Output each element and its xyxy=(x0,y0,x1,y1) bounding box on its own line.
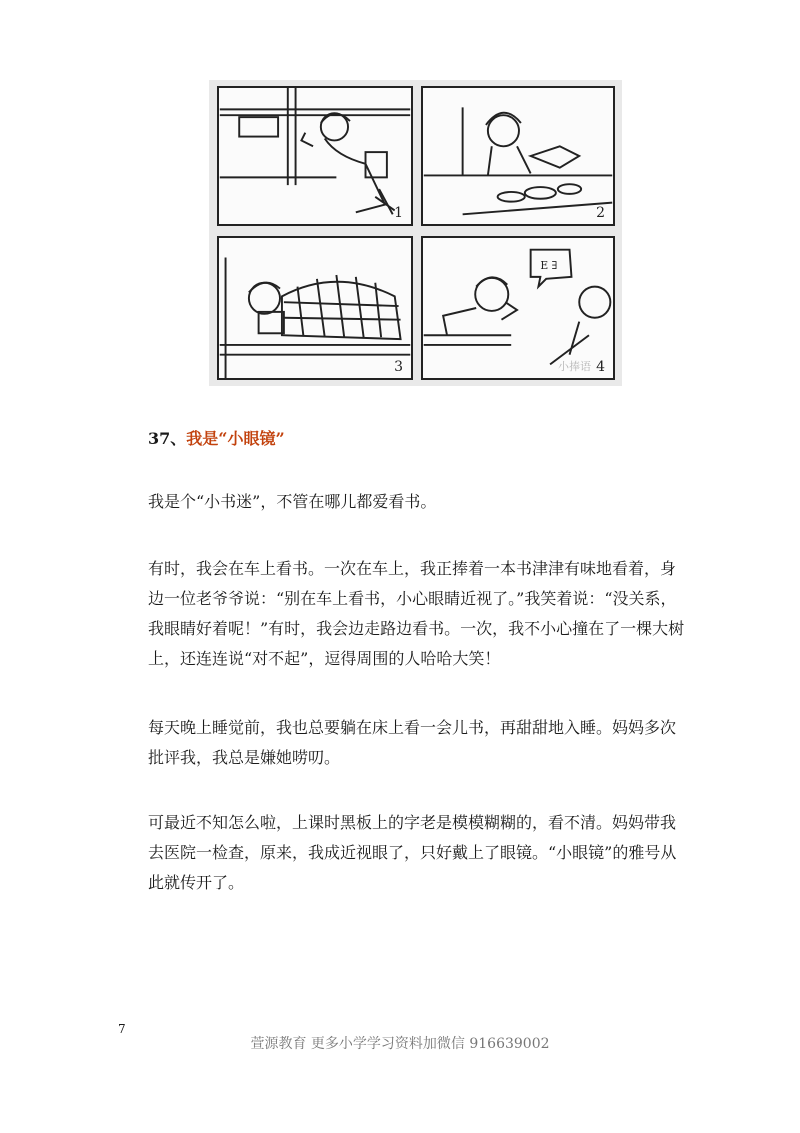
panel-number: 1 xyxy=(394,205,403,221)
essay-paragraph: 我是个“小书迷”，不管在哪儿都爱看书。 xyxy=(148,492,437,511)
page-number: 7 xyxy=(118,1022,126,1036)
panel-number: 2 xyxy=(596,205,605,221)
essay-title xyxy=(148,426,285,449)
essay-number: 37、 xyxy=(148,429,187,448)
bus-reading-illustration xyxy=(219,88,411,224)
essay-paragraph: 可最近不知怎么啦，上课时黑板上的字老是模模糊糊的，看不清。妈妈带我去医院一检查，原来，我成近视眼了，只好戴上了眼镜。“小眼镜”的雅号从此就传开了。 xyxy=(148,813,677,892)
squinting-illustration xyxy=(423,238,613,378)
watermark: 小捧语 xyxy=(558,360,591,373)
essay-title-text: 我是“小眼镜” xyxy=(186,429,285,448)
essay-paragraph: 每天晚上睡觉前，我也总要躺在床上看一会儿书，再甜甜地入睡。妈妈多次批评我，我总是嫌她唠叨。 xyxy=(148,718,677,767)
comic-panel-3 xyxy=(217,236,413,380)
comic-panel-2 xyxy=(421,86,615,226)
comic-panel-1 xyxy=(217,86,413,226)
table-reading-illustration xyxy=(423,88,613,224)
panel-number: 3 xyxy=(394,359,403,375)
bed-reading-illustration xyxy=(219,238,411,378)
comic-panel-4 xyxy=(421,236,615,380)
comic-strip xyxy=(209,80,622,386)
footer-text: 萱源教育 更多小学学习资料加微信 916639002 xyxy=(250,1036,550,1052)
essay-paragraph: 有时，我会在车上看书。一次在车上，我正捧着一本书津津有味地看着，身边一位老爷爷说：“别在车上看书，小心眼睛近视了。”我笑着说：“没关系，我眼睛好着呢！”有时，我会边走路边看书。一次，我不小心撞在了一棵大树上，还连连说“对不起”，逗得周围的人哈哈大笑！ xyxy=(148,559,685,668)
panel-number: 4 xyxy=(596,359,605,375)
svg-text:E ∃: E ∃ xyxy=(540,259,558,273)
